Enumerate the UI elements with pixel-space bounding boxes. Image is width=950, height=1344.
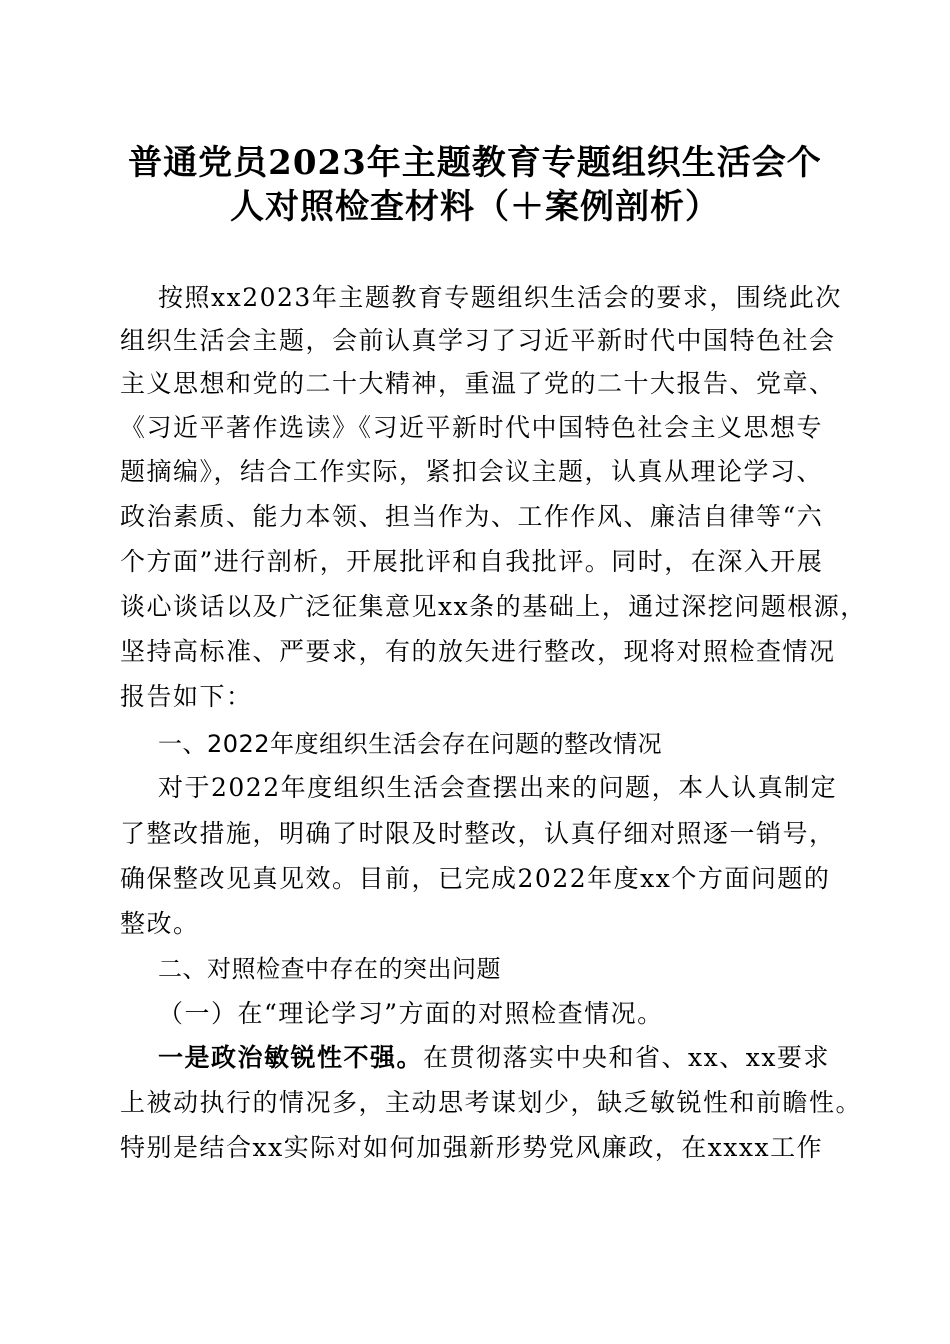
point-1-line: 特别是结合xx实际对如何加强新形势党风廉政，在xxxx工作 bbox=[120, 1133, 824, 1162]
section-2-subheading: （一）在“理论学习”方面的对照检查情况。 bbox=[158, 999, 664, 1028]
section-1-line: 整改。 bbox=[120, 909, 200, 938]
intro-line: 组织生活会主题，会前认真学习了习近平新时代中国特色社会 bbox=[120, 326, 836, 355]
intro-line: 谈心谈话以及广泛征集意见xx条的基础上，通过深挖问题根源， bbox=[120, 592, 867, 621]
intro-line: 题摘编》，结合工作实际，紧扣会议主题，认真从理论学习、 bbox=[120, 457, 824, 486]
intro-line: 按照xx2023年主题教育专题组织生活会的要求，围绕此次 bbox=[158, 283, 842, 312]
section-1-line: 了整改措施，明确了时限及时整改，认真仔细对照逐一销号， bbox=[120, 819, 836, 848]
intro-line: 坚持高标准、严要求，有的放矢进行整改，现将对照检查情况 bbox=[120, 637, 836, 666]
document-title-line-2: 人对照检查材料（＋案例剖析） bbox=[230, 187, 720, 227]
section-1-line: 对于2022年度组织生活会查摆出来的问题，本人认真制定 bbox=[158, 773, 838, 802]
point-1-text: 在贯彻落实中央和省、xx、xx要求 bbox=[423, 1043, 830, 1072]
point-1-first-line bbox=[158, 1043, 830, 1073]
intro-line: 报告如下： bbox=[120, 682, 253, 711]
point-1-line: 上被动执行的情况多，主动思考谋划少，缺乏敏锐性和前瞻性。 bbox=[120, 1088, 863, 1117]
point-1-lead: 一是政治敏锐性不强。 bbox=[158, 1043, 424, 1072]
document-title-line-1: 普通党员2023年主题教育专题组织生活会个 bbox=[128, 143, 822, 183]
section-2-heading: 二、对照检查中存在的突出问题 bbox=[158, 955, 501, 983]
intro-line: 《习近平著作选读》《习近平新时代中国特色社会主义思想专 bbox=[120, 413, 824, 442]
intro-line: 个方面”进行剖析，开展批评和自我批评。同时，在深入开展 bbox=[120, 547, 824, 576]
section-1-heading: 一、2022年度组织生活会存在问题的整改情况 bbox=[158, 730, 663, 758]
section-1-line: 确保整改见真见效。目前，已完成2022年度xx个方面问题的 bbox=[120, 864, 831, 893]
intro-line: 主义思想和党的二十大精神，重温了党的二十大报告、党章、 bbox=[120, 369, 836, 398]
intro-line: 政治素质、能力本领、担当作为、工作作风、廉洁自律等“六 bbox=[120, 502, 824, 531]
